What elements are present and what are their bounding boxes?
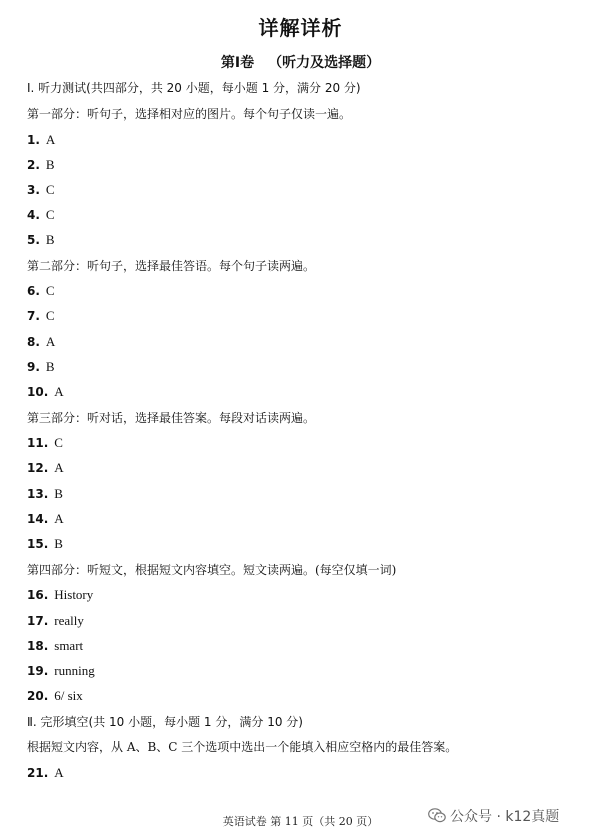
volume-description: （听力及选择题） [268,55,381,71]
answer-item [27,283,55,299]
section-2-instruction: 根据短文内容，从 A、B、C 三个选项中选出一个能填入相应空格内的最佳答案。 [27,740,458,754]
part-4-instruction: 第四部分：听短文，根据短文内容填空。短文读两遍。(每空仅填一词) [27,563,397,577]
answer-item [27,384,64,400]
answer-value: A [45,334,56,349]
answer-value: History [54,587,94,602]
answer-number: 20. [27,689,49,703]
answer-item [27,536,63,552]
answer-item [27,663,95,679]
answer-number: 17. [27,614,49,628]
answer-value: C [54,435,63,450]
page-title: 详解详析 [258,16,343,40]
answer-value: B [54,536,63,551]
part-3-instruction: 第三部分：听对话，选择最佳答案。每段对话读两遍。 [27,411,316,425]
answer-value: C [45,308,55,323]
wechat-icon [428,808,446,827]
answer-value: A [45,132,56,147]
volume-heading [0,52,601,72]
answer-number: 9. [27,360,40,374]
volume-label: 第Ⅰ卷 [220,55,255,71]
answer-number: 11. [27,436,49,450]
answer-value: B [45,359,55,374]
answer-value: 6/ six [54,688,83,703]
answer-number: 21. [27,766,49,780]
answer-number: 3. [27,183,40,197]
answer-number: 15. [27,537,49,551]
answer-item [27,486,63,502]
watermark [428,806,559,827]
answer-item [27,232,55,248]
answer-item [27,308,55,324]
part-2-instruction: 第二部分：听句子，选择最佳答语。每个句子读两遍。 [27,259,316,273]
answer-item [27,359,55,375]
answer-number: 14. [27,512,49,526]
answer-item [27,511,64,527]
section-2-heading: Ⅱ. 完形填空(共 10 小题，每小题 1 分，满分 10 分) [27,715,303,729]
answer-number: 18. [27,639,49,653]
answer-value: A [54,460,64,475]
answer-item [27,334,55,350]
answer-item [27,132,55,148]
section-1-heading: Ⅰ. 听力测试(共四部分，共 20 小题，每小题 1 分，满分 20 分) [27,81,361,95]
answer-number: 7. [27,309,40,323]
answer-number: 19. [27,664,49,678]
answer-item [27,157,55,173]
answer-value: A [54,511,64,526]
answer-number: 6. [27,284,40,298]
answer-item [27,638,83,654]
answer-value: C [45,283,55,298]
answer-number: 12. [27,461,49,475]
answer-item [27,435,63,451]
answer-item [27,765,64,781]
answer-number: 5. [27,233,40,247]
watermark-text: 公众号 · k12真题 [450,809,560,825]
answer-value: B [54,486,63,501]
answer-number: 8. [27,335,40,349]
answer-number: 2. [27,158,40,172]
answer-value: A [54,384,64,399]
part-1-instruction: 第一部分：听句子，选择相对应的图片。每个句子仅读一遍。 [27,107,352,121]
answer-value: B [45,157,55,172]
answer-number: 10. [27,385,49,399]
answer-number: 4. [27,208,40,222]
answer-value: C [45,182,55,197]
answer-value: A [54,765,64,780]
page-footer: 英语试卷 第 11 页（共 20 页） [222,815,379,828]
answer-item [27,182,55,198]
answer-value: running [54,663,95,678]
answer-item [27,207,55,223]
answer-number: 1. [27,133,40,147]
answer-value: smart [54,638,84,653]
answer-item [27,688,83,704]
answer-value: B [45,232,55,247]
answer-value: really [54,613,84,628]
answer-number: 13. [27,487,49,501]
answer-number: 16. [27,588,49,602]
answer-item [27,613,84,629]
answer-value: C [45,207,55,222]
answer-item [27,587,93,603]
answer-item [27,460,64,476]
